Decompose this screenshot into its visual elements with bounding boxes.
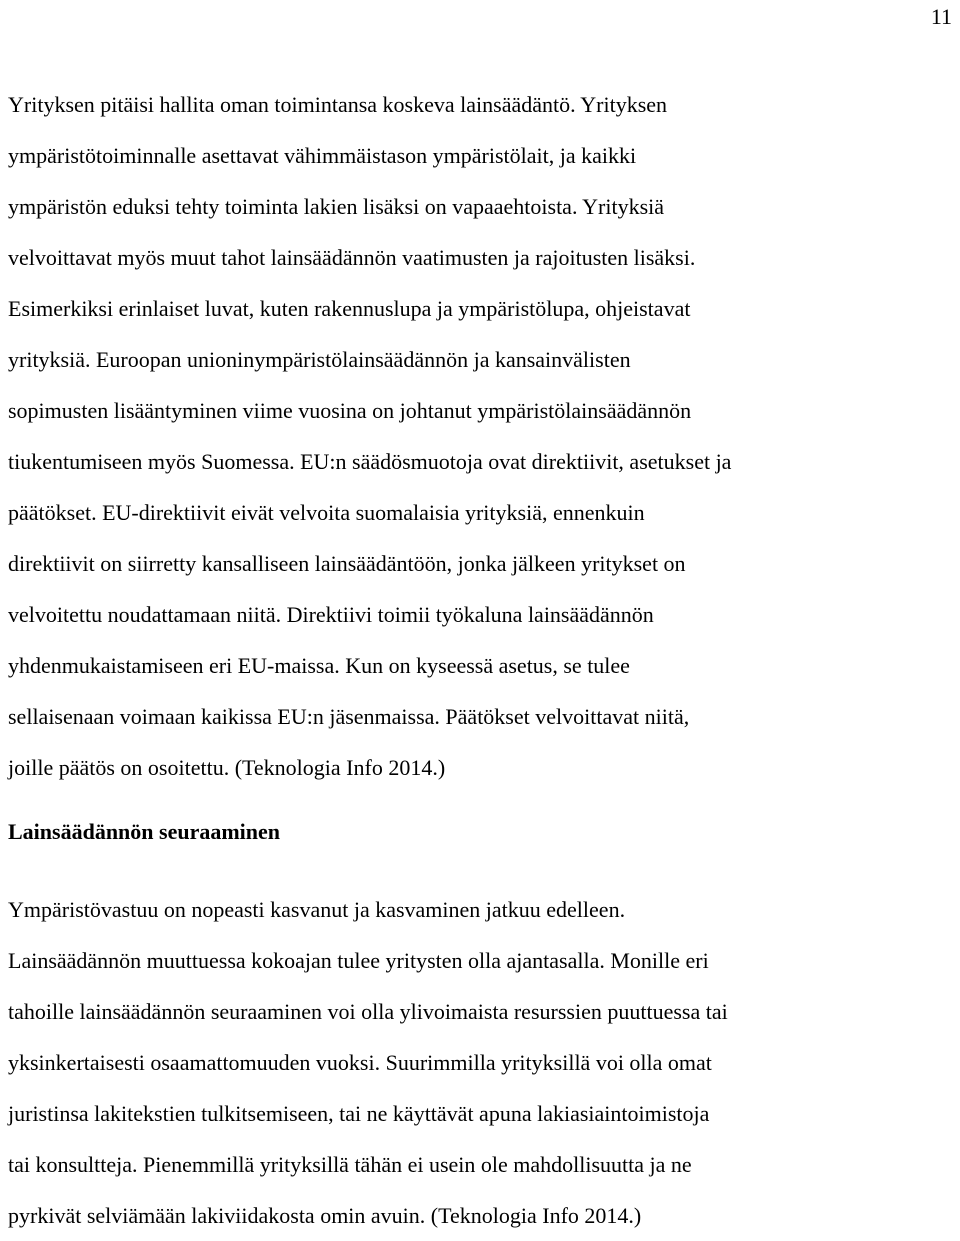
text-line: joille päätös on osoitettu. (Teknologia Info 2014.) (8, 755, 446, 780)
text-line: velvoittavat myös muut tahot lainsäädännön vaatimusten ja rajoitusten lisäksi. (8, 245, 696, 270)
text-line: direktiivit on siirretty kansalliseen lainsäädäntöön, jonka jälkeen yritykset on (8, 551, 686, 576)
text-line: tahoille lainsäädännön seuraaminen voi olla ylivoimaista resurssien puuttuessa tai (8, 999, 728, 1024)
text-line: ympäristötoiminnalle asettavat vähimmäistason ympäristölait, ja kaikki (8, 143, 637, 168)
text-line: sopimusten lisääntyminen viime vuosina on johtanut ympäristölainsäädännön (8, 398, 692, 423)
text-line: yrityksiä. Euroopan unioninympäristölainsäädännön ja kansainvälisten (8, 347, 631, 372)
section-heading (8, 806, 952, 857)
text-line: sellaisenaan voimaan kaikissa EU:n jäsenmaissa. Päätökset velvoittavat niitä, (8, 704, 690, 729)
text-line: tai konsultteja. Pienemmillä yrityksillä tähän ei usein ole mahdollisuutta ja ne (8, 1152, 692, 1177)
text-line: juristinsa lakitekstien tulkitsemiseen, tai ne käyttävät apuna lakiasiaintoimistoja (8, 1101, 710, 1126)
section-heading-text: Lainsäädännön seuraaminen (8, 819, 281, 844)
paragraph-legislation-monitoring (8, 884, 952, 1241)
text-line: Yrityksen pitäisi hallita oman toimintansa koskeva lainsäädäntö. Yrityksen (8, 92, 668, 117)
text-line: Esimerkiksi erinlaiset luvat, kuten rakennuslupa ja ympäristölupa, ohjeistavat (8, 296, 691, 321)
paragraph-legislation-overview (8, 79, 952, 793)
text-line: ympäristön eduksi tehty toiminta lakien lisäksi on vapaaehtoista. Yrityksiä (8, 194, 665, 219)
text-line: yksinkertaisesti osaamattomuuden vuoksi. Suurimmilla yrityksillä voi olla omat (8, 1050, 712, 1075)
text-line: päätökset. EU-direktiivit eivät velvoita suomalaisia yrityksiä, ennenkuin (8, 500, 645, 525)
page-number: 11 (930, 4, 952, 29)
text-line: Ympäristövastuu on nopeasti kasvanut ja kasvaminen jatkuu edelleen. (8, 897, 626, 922)
text-line: yhdenmukaistamiseen eri EU-maissa. Kun on kyseessä asetus, se tulee (8, 653, 630, 678)
text-line: Lainsäädännön muuttuessa kokoajan tulee yritysten olla ajantasalla. Monille eri (8, 948, 709, 973)
text-line: velvoitettu noudattamaan niitä. Direktiivi toimii työkaluna lainsäädännön (8, 602, 654, 627)
text-line: pyrkivät selviämään lakiviidakosta omin avuin. (Teknologia Info 2014.) (8, 1203, 642, 1228)
text-line: tiukentumiseen myös Suomessa. EU:n säädösmuotoja ovat direktiivit, asetukset ja (8, 449, 732, 474)
